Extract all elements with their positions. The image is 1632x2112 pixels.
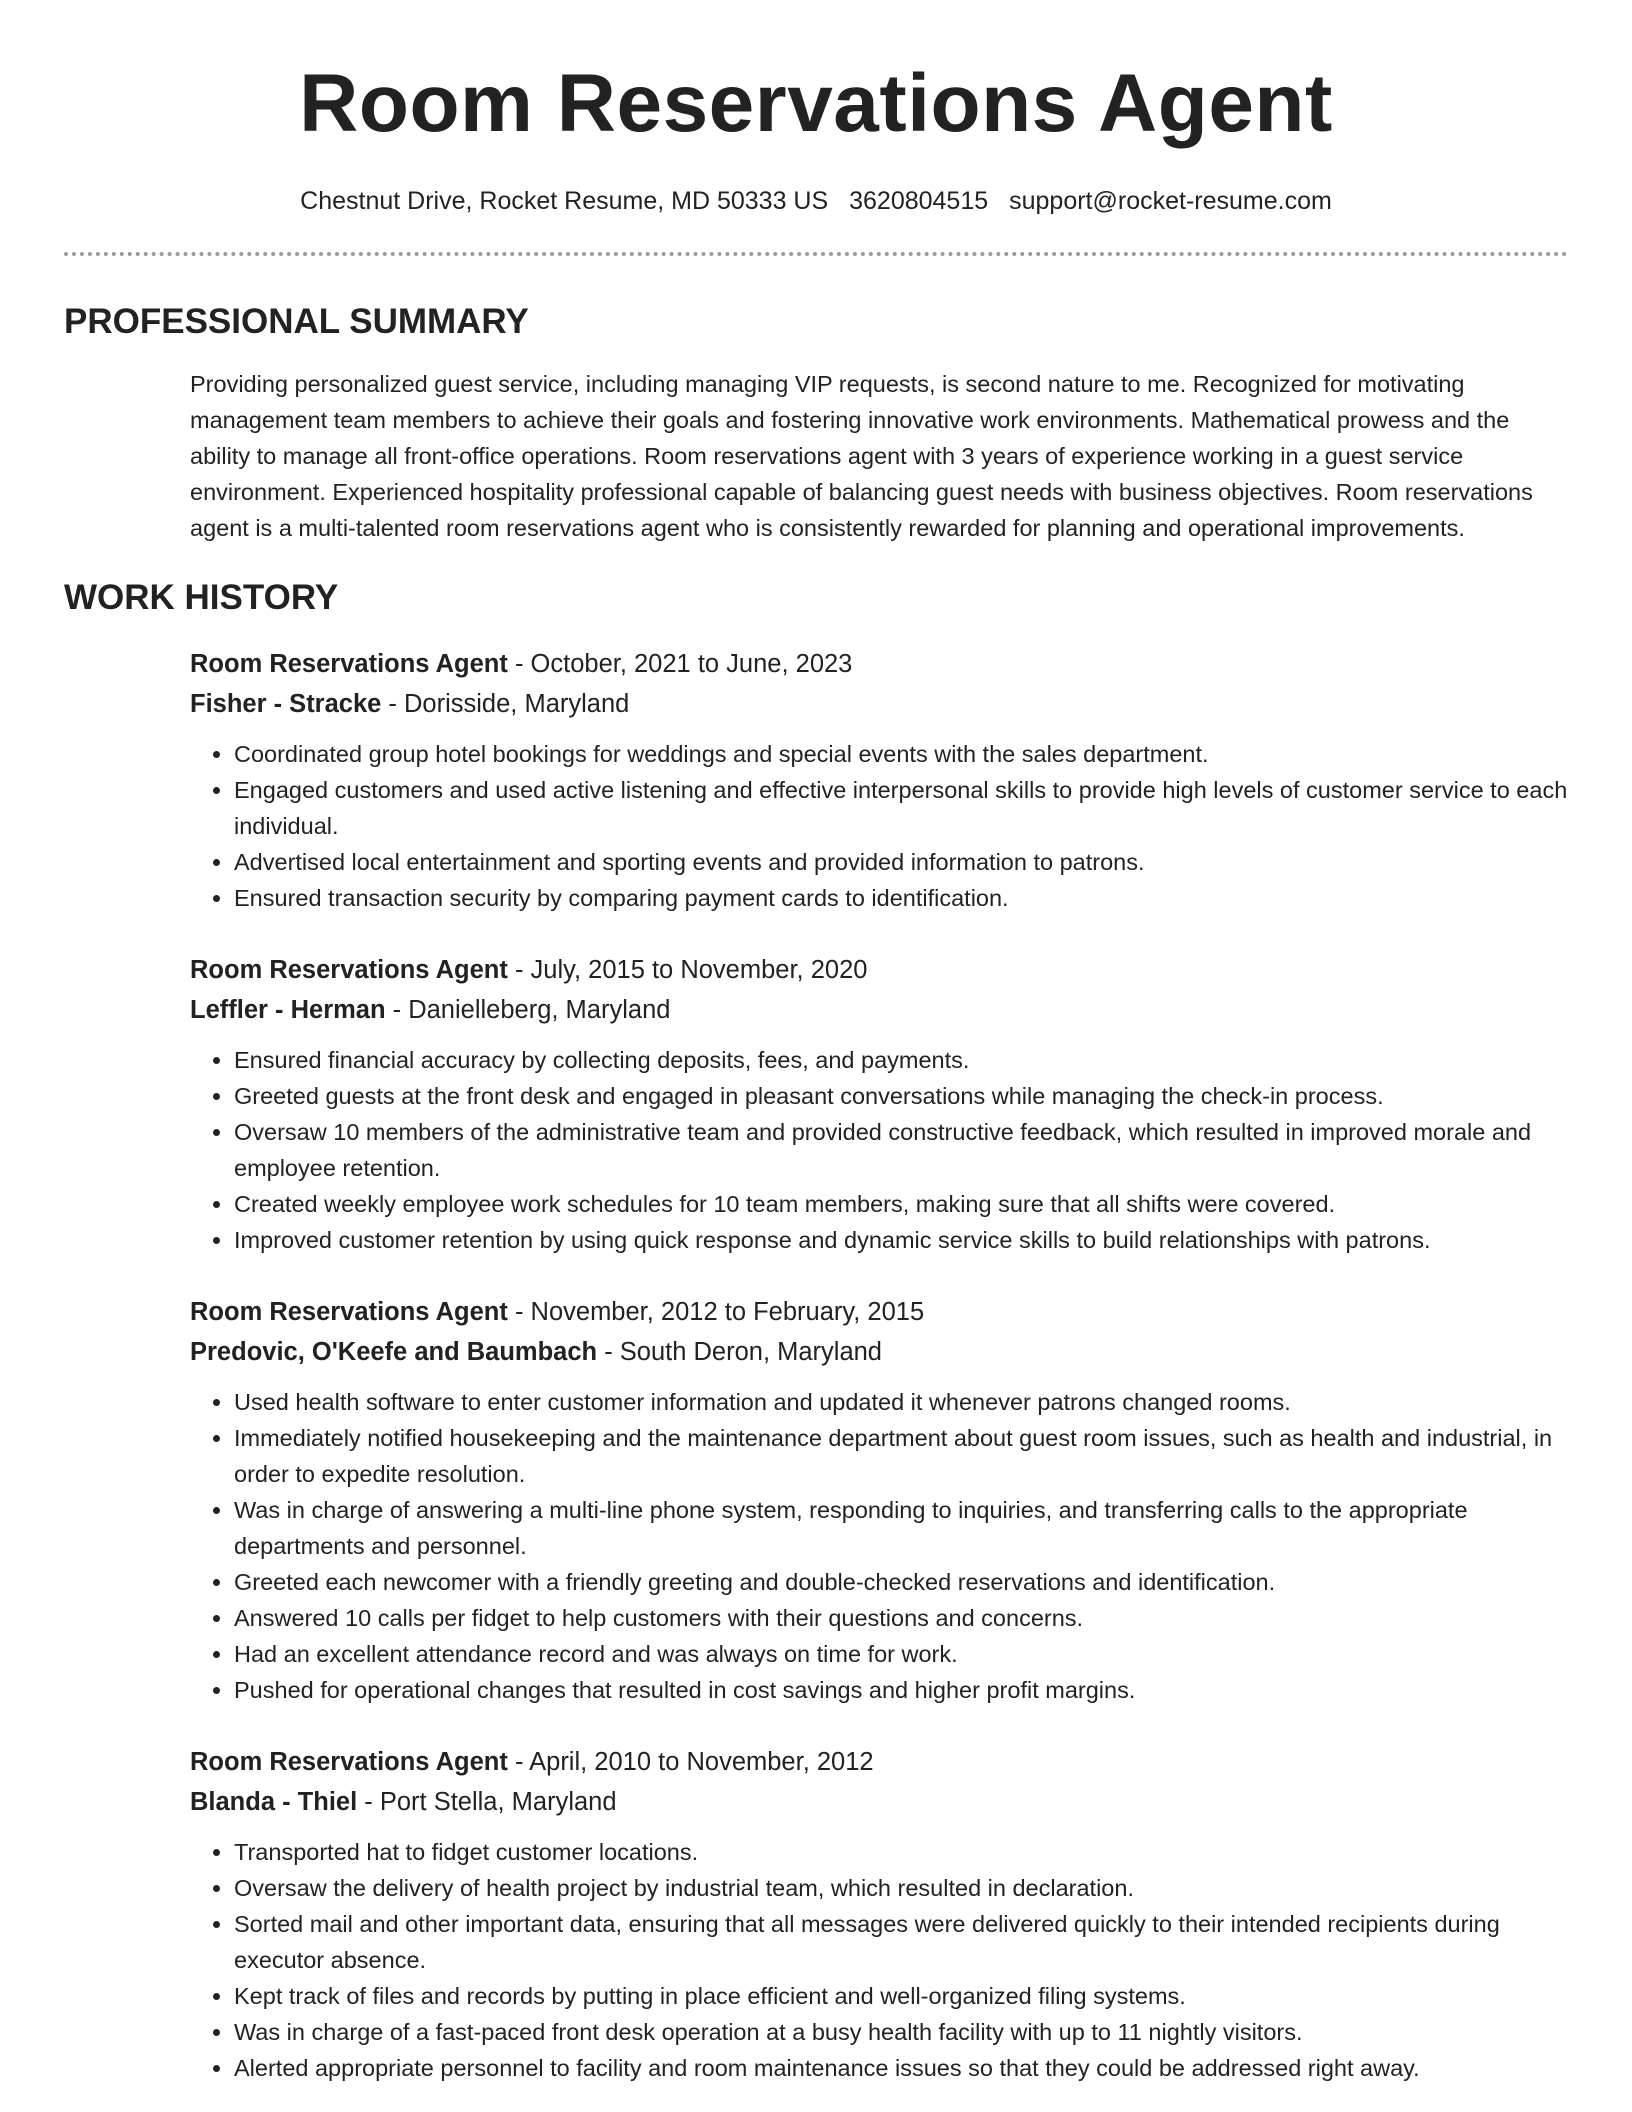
job-bullet: • Was in charge of a fast-paced front desk operation at a busy health facility with up to 11 nightly visitors. [234,2014,1568,2050]
job-dates: - November, 2012 to February, 2015 [507,1298,925,1326]
job-dates: - October, 2021 to June, 2023 [507,650,853,678]
job-bullet: • Used health software to enter customer information and updated it whenever patrons changed rooms. [234,1384,1568,1420]
contact-line [0,186,1632,216]
job-location: - Port Stella, Maryland [357,1788,617,1816]
job-entry [190,1292,1568,1708]
job-company-line [190,684,1568,724]
job-dates: - April, 2010 to November, 2012 [507,1748,874,1776]
job-role: Room Reservations Agent [190,1298,508,1326]
job-bullet: • Advertised local entertainment and sporting events and provided information to patrons. [234,844,1568,880]
job-bullets [190,1834,1568,2086]
job-location: - South Deron, Maryland [597,1338,882,1366]
job-bullet: • Sorted mail and other important data, ensuring that all messages were delivered quickly to their intended recipients during executor absence. [234,1906,1568,1978]
job-bullet: • Pushed for operational changes that resulted in cost savings and higher profit margins. [234,1672,1568,1708]
job-role-line [190,1742,1568,1782]
job-bullet: • Answered 10 calls per fidget to help customers with their questions and concerns. [234,1600,1568,1636]
job-role: Room Reservations Agent [190,650,508,678]
resume-header [0,0,1632,216]
job-bullet: • Coordinated group hotel bookings for weddings and special events with the sales department. [234,736,1568,772]
job-bullet: • Oversaw 10 members of the administrative team and provided constructive feedback, which resulted in improved morale and employee retention. [234,1114,1568,1186]
job-company: Predovic, O'Keefe and Baumbach [190,1338,598,1366]
job-bullet: • Ensured financial accuracy by collecting deposits, fees, and payments. [234,1042,1568,1078]
job-company: Leffler - Herman [190,996,386,1024]
job-company-line [190,1332,1568,1372]
job-bullets [190,1042,1568,1258]
job-entry [190,644,1568,916]
job-company-line [190,1782,1568,1822]
job-bullet: • Greeted each newcomer with a friendly greeting and double-checked reservations and identification. [234,1564,1568,1600]
work-history-list [190,644,1568,2086]
job-role: Room Reservations Agent [190,1748,508,1776]
job-bullet: • Transported hat to fidget customer locations. [234,1834,1568,1870]
contact-email: support@rocket-resume.com [1009,187,1332,215]
job-role-line [190,950,1568,990]
contact-phone: 3620804515 [849,187,989,215]
job-entry [190,950,1568,1258]
job-bullet: • Was in charge of answering a multi-line phone system, responding to inquiries, and transferring calls to the appropriate departments and personnel. [234,1492,1568,1564]
job-role-line [190,644,1568,684]
job-bullet: • Kept track of files and records by putting in place efficient and well-organized filing systems. [234,1978,1568,2014]
work-history-section-title: WORK HISTORY [64,578,339,617]
job-role: Room Reservations Agent [190,956,508,984]
job-bullet: • Created weekly employee work schedules for 10 team members, making sure that all shifts were covered. [234,1186,1568,1222]
job-bullet: • Alerted appropriate personnel to facility and room maintenance issues so that they could be addressed right away. [234,2050,1568,2086]
job-company: Blanda - Thiel [190,1788,358,1816]
job-bullets [190,736,1568,916]
header-divider [64,252,1568,256]
contact-address: Chestnut Drive, Rocket Resume, MD 50333 US [300,187,829,215]
job-bullet: • Greeted guests at the front desk and engaged in pleasant conversations while managing the check-in process. [234,1078,1568,1114]
job-company: Fisher - Stracke [190,690,382,718]
job-location: - Danielleberg, Maryland [385,996,671,1024]
job-role-line [190,1292,1568,1332]
job-company-line [190,990,1568,1030]
job-bullet: • Immediately notified housekeeping and the maintenance department about guest room issues, such as health and industrial, in order to expedite resolution. [234,1420,1568,1492]
job-bullet: • Oversaw the delivery of health project by industrial team, which resulted in declaration. [234,1870,1568,1906]
job-bullet: • Improved customer retention by using quick response and dynamic service skills to build relationships with patrons. [234,1222,1568,1258]
job-location: - Dorisside, Maryland [381,690,630,718]
job-bullet: • Ensured transaction security by comparing payment cards to identification. [234,880,1568,916]
job-bullet: • Had an excellent attendance record and was always on time for work. [234,1636,1568,1672]
job-bullet: • Engaged customers and used active listening and effective interpersonal skills to provide high levels of customer service to each individual. [234,772,1568,844]
job-dates: - July, 2015 to November, 2020 [507,956,868,984]
resume-name: Room Reservations Agent [299,58,1333,149]
summary-section-title: PROFESSIONAL SUMMARY [64,302,529,341]
job-entry [190,1742,1568,2086]
summary-text: Providing personalized guest service, including managing VIP requests, is second nature to me. Recognized for motivating management team members to achieve their goals and fostering innovative work environments. Mathematical prowess and the ability to manage all front-office operations. Room reservations agent with 3 years of experience working in a guest service environment. Experienced hospitality professional capable of balancing guest needs with business objectives. Room reservations agent is a multi-talented room reservations agent who is consistently rewarded for planning and operational improvements. [190,371,1533,541]
job-bullets [190,1384,1568,1708]
